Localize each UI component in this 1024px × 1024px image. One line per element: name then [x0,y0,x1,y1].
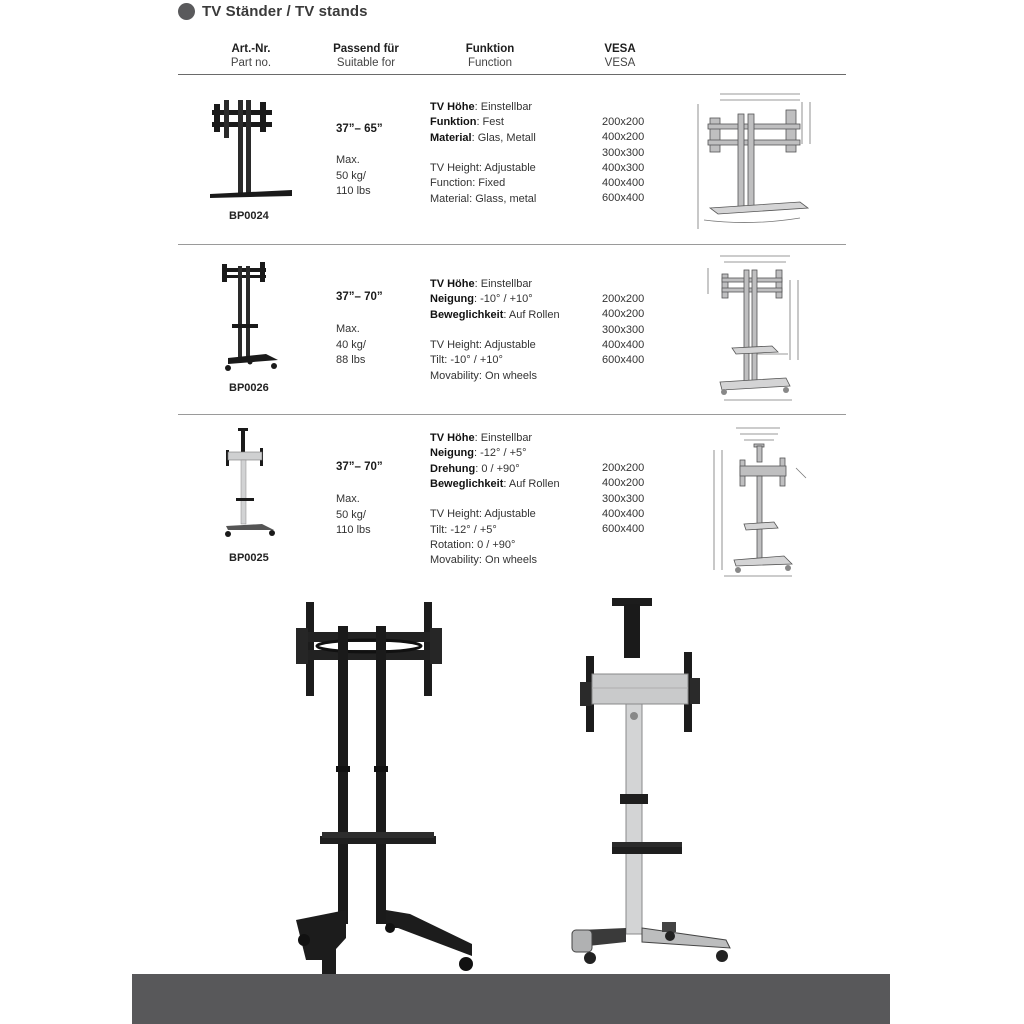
function-line-de [430,292,560,307]
vesa-size: 400x300 [602,161,645,174]
function-line-de [430,131,536,146]
vesa-size: 600x400 [602,354,645,367]
function-value: : Fest [476,116,504,129]
vesa-size: 300x300 [602,146,645,159]
function-list [430,100,536,207]
function-line-de [430,115,536,130]
screen-size: 37”– 70” [336,461,383,473]
vesa-size: 400x400 [602,507,645,520]
function-line-de [430,462,560,477]
vesa-size: 400x200 [602,308,645,321]
tv-stand-black-photo [286,598,482,998]
row-divider [178,244,846,245]
function-label: Neigung [430,447,474,460]
function-list [430,431,560,569]
function-label: Beweglichkeit [430,308,504,321]
function-value: : Einstellbar [474,101,533,113]
footer-band [132,974,890,1024]
column-header-label-en: VESA [604,57,636,69]
function-value: : Auf Rollen [503,477,560,490]
row-divider [178,414,846,415]
function-line-de [430,308,560,323]
max-load [336,492,371,539]
dimension-drawing-bp0025 [700,420,820,580]
function-line-en: Material: Glass, metal [430,192,537,205]
load-line: 110 lbs [336,524,371,536]
function-value: : -12° / +5° [474,447,527,460]
vesa-size: 400x400 [602,338,645,351]
column-header-suitable-for [330,42,402,70]
function-line-en: Function: Fixed [430,177,506,190]
function-label: Material [430,131,472,144]
column-header-label-en: Suitable for [336,57,396,69]
vesa-size: 300x300 [602,492,645,505]
function-line-en: Movability: On wheels [430,554,537,567]
section-title: TV Ständer / TV stands [202,2,368,20]
vesa-size: 400x200 [602,477,645,490]
column-header-label-de: Funktion [465,43,515,55]
function-line-en: Movability: On wheels [430,369,537,382]
function-value: : Einstellbar [474,278,533,290]
vesa-size: 200x200 [602,293,645,305]
load-line: 50 kg/ [336,169,366,182]
column-header-part-no [220,42,282,70]
screen-size: 37”– 70” [336,291,383,303]
column-header-label-en: Part no. [230,57,272,69]
function-line-de [430,277,560,292]
column-header-label-de: Passend für [333,43,399,55]
function-line-de [430,477,560,492]
load-line: 88 lbs [336,354,366,366]
part-number: BP0024 [229,210,269,222]
function-label: TV Höhe [430,278,475,290]
function-label: Beweglichkeit [430,477,504,490]
dimension-drawing-bp0026 [700,250,810,410]
vesa-size: 600x400 [602,523,645,536]
load-line: Max. [336,323,360,335]
function-line-de [430,446,560,461]
tv-stand-wheels-icon [218,258,282,378]
function-line-en: Rotation: 0 / +90° [430,539,516,552]
section-heading [178,0,368,22]
vesa-list [602,461,644,537]
function-line-de [430,100,536,115]
column-header-vesa [597,42,643,70]
vesa-size: 600x400 [602,192,645,205]
vesa-size: 400x200 [602,131,645,144]
max-load [336,153,371,200]
function-line-en: Tilt: -10° / +10° [430,354,503,367]
tv-stand-fixed-icon [204,92,298,200]
max-load [336,322,366,369]
load-line: 50 kg/ [336,508,366,521]
function-line-de [430,431,560,446]
function-list [430,277,560,384]
vesa-list [602,292,644,368]
function-line-en: Tilt: -12° / +5° [430,523,497,536]
function-line-en: TV Height: Adjustable [430,339,536,352]
function-line-en: TV Height: Adjustable [430,162,536,175]
function-value: : Auf Rollen [503,308,560,321]
column-header-function [455,42,525,70]
column-header-label-en: Function [467,57,513,69]
header-divider [178,74,846,75]
tv-stand-silver-photo [566,596,738,974]
function-label: TV Höhe [430,101,475,113]
function-label: Funktion [430,116,477,129]
vesa-list [602,115,644,207]
function-label: TV Höhe [430,432,475,444]
vesa-size: 200x200 [602,462,645,474]
part-number: BP0026 [229,382,269,394]
load-line: Max. [336,493,360,505]
screen-size: 37”– 65” [336,123,383,135]
function-value: : -10° / +10° [474,293,533,306]
function-label: Drehung [430,462,476,475]
tv-stand-wheels-silver-icon [222,426,278,542]
vesa-size: 400x400 [602,177,645,190]
part-number: BP0025 [229,552,269,564]
function-line-en: TV Height: Adjustable [430,508,536,521]
column-header-label-de: Art.-Nr. [231,43,271,55]
load-line: 110 lbs [336,185,371,197]
column-header-label-de: VESA [604,43,636,55]
load-line: 40 kg/ [336,338,366,351]
dimension-drawing-bp0024 [690,84,820,234]
function-value: : Einstellbar [474,432,533,444]
vesa-size: 300x300 [602,323,645,336]
load-line: Max. [336,154,360,166]
function-value: : Glas, Metall [471,131,536,144]
vesa-size: 200x200 [602,116,645,128]
function-label: Neigung [430,293,474,306]
function-value: : 0 / +90° [475,462,520,475]
section-bullet-icon [178,3,195,20]
